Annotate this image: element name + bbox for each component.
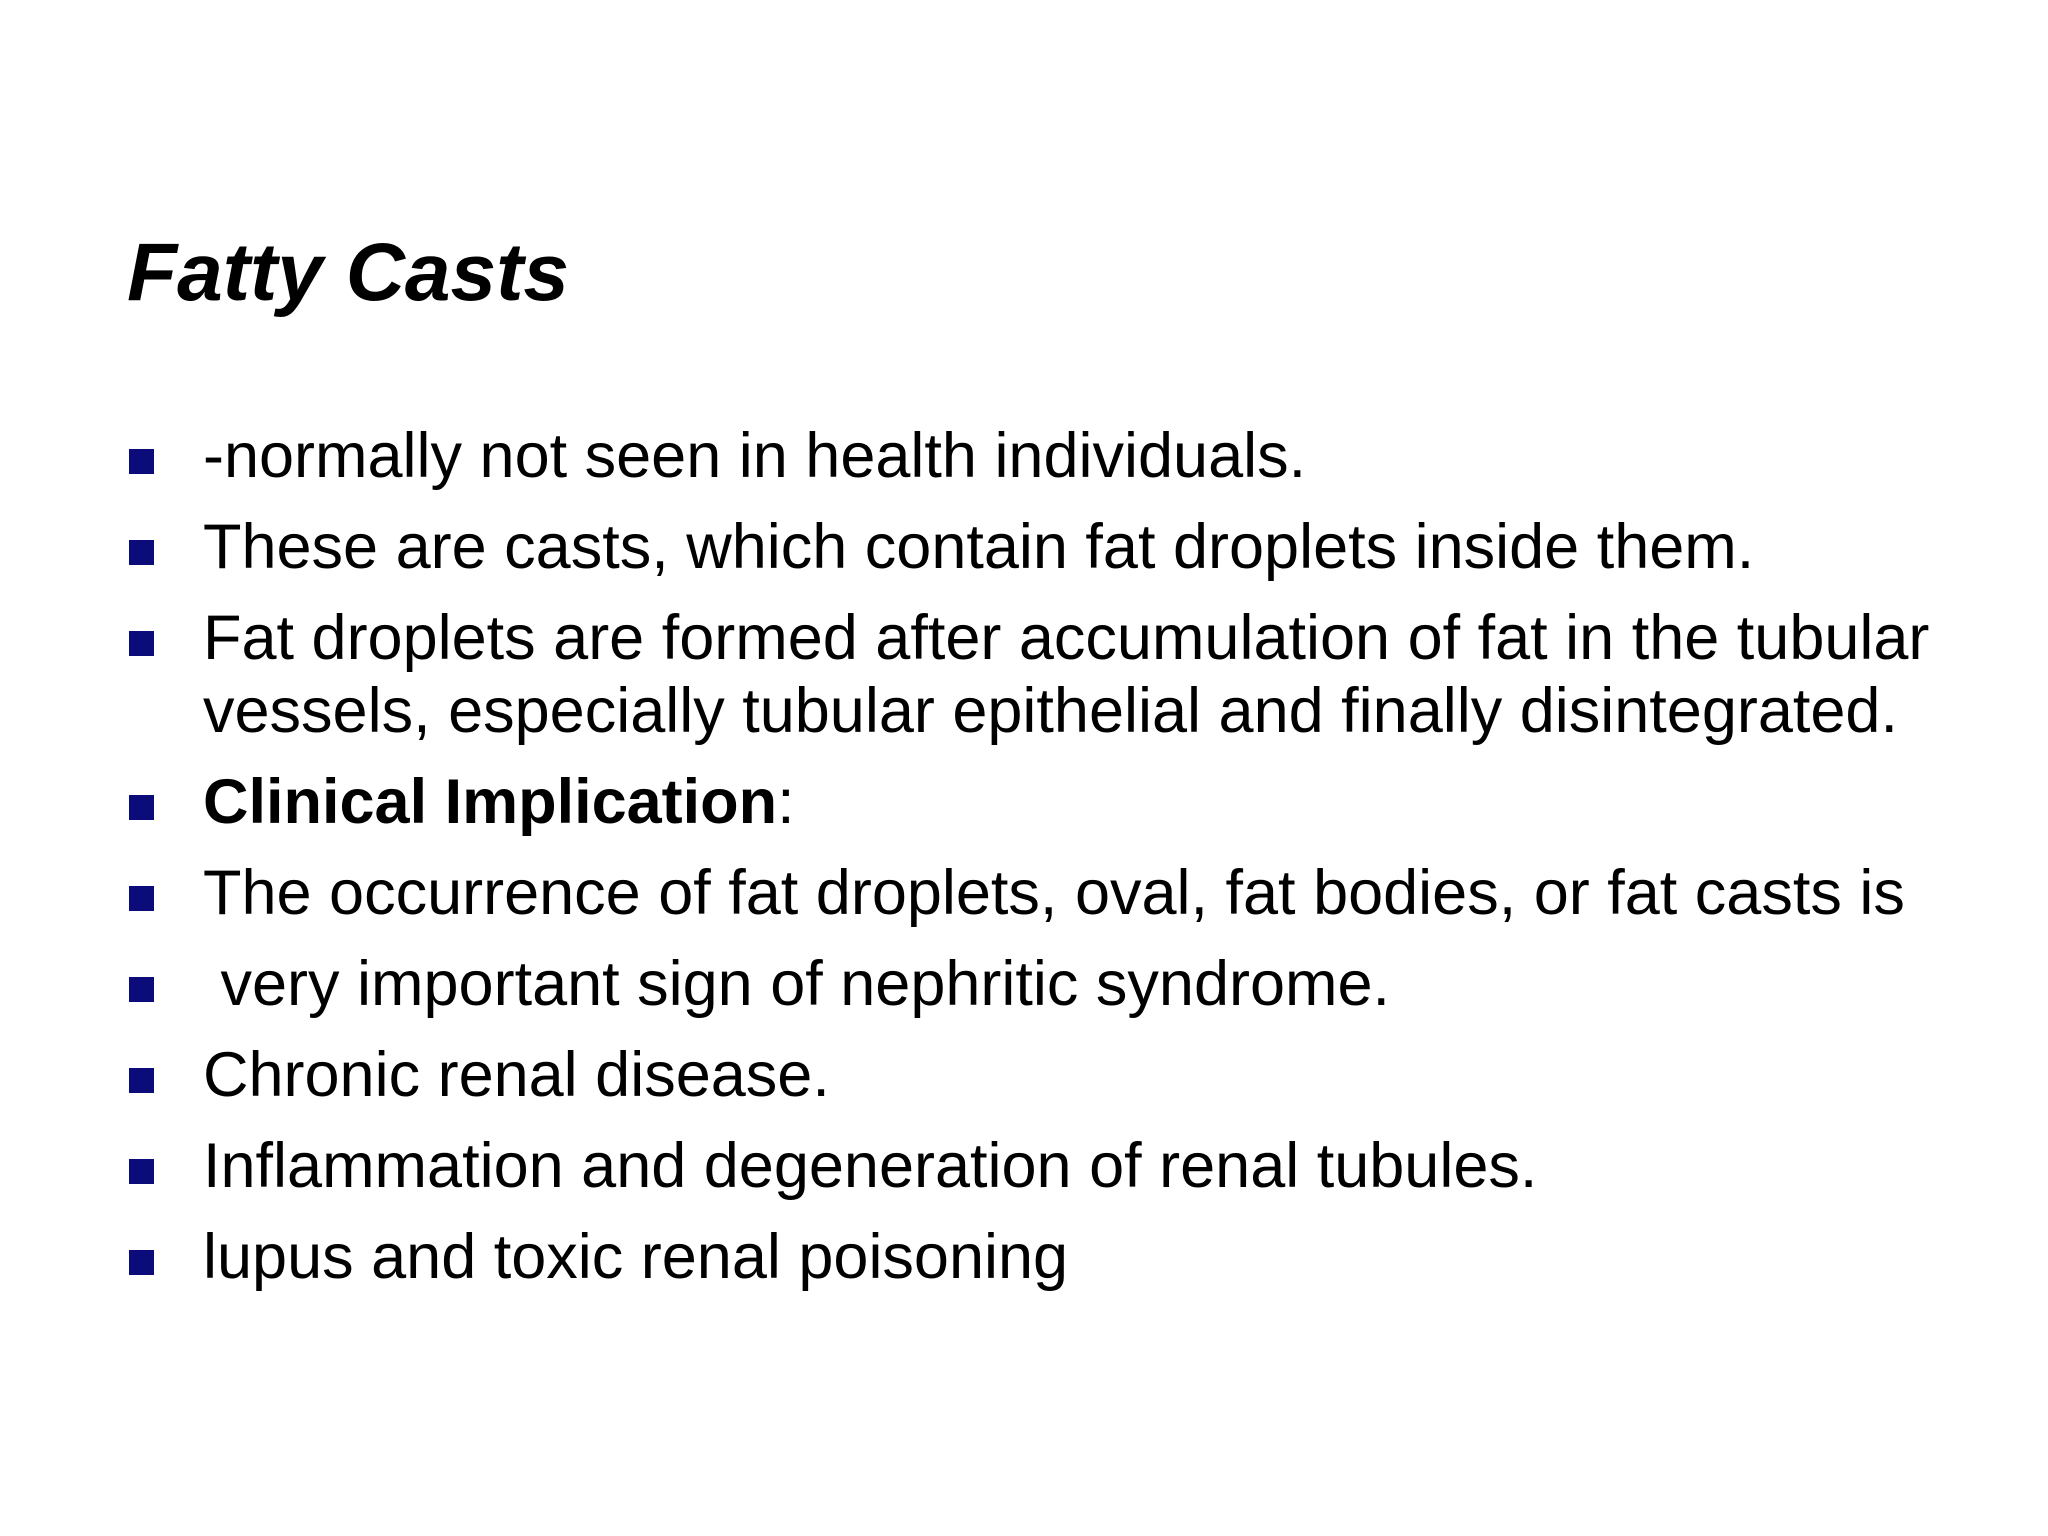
- slide-title: Fatty Casts: [127, 227, 570, 318]
- bullet-item: [127, 420, 1947, 493]
- square-bullet-icon: [129, 540, 154, 565]
- bullet-text: -normally not seen in health individuals.: [203, 421, 1307, 491]
- bullet-item: [127, 857, 1947, 930]
- bullet-text: These are casts, which contain fat droplets inside them.: [203, 512, 1755, 582]
- bullet-text: very important sign of nephritic syndrome.: [203, 949, 1391, 1019]
- square-bullet-icon: [129, 886, 154, 911]
- bullet-item: [127, 766, 1947, 839]
- bullet-suffix: :: [777, 767, 795, 837]
- bullet-item: [127, 602, 1947, 748]
- square-bullet-icon: [129, 449, 154, 474]
- square-bullet-icon: [129, 1250, 154, 1275]
- bullet-item: [127, 948, 1947, 1021]
- bullet-item: [127, 1130, 1947, 1203]
- square-bullet-icon: [129, 1159, 154, 1184]
- bullet-text: Inflammation and degeneration of renal tubules.: [203, 1131, 1538, 1201]
- bullet-list: [127, 420, 1947, 1312]
- square-bullet-icon: [129, 1068, 154, 1093]
- bullet-text: Fat droplets are formed after accumulation of fat in the tubular vessels, especially tubular epithelial and finally disintegrated.: [203, 603, 1930, 746]
- bullet-bold-text: Clinical Implication: [203, 767, 778, 837]
- bullet-text: Chronic renal disease.: [203, 1040, 830, 1110]
- bullet-item: [127, 1039, 1947, 1112]
- square-bullet-icon: [129, 977, 154, 1002]
- square-bullet-icon: [129, 795, 154, 820]
- bullet-item: [127, 1221, 1947, 1294]
- bullet-text: The occurrence of fat droplets, oval, fat bodies, or fat casts is: [203, 858, 1905, 928]
- bullet-text: lupus and toxic renal poisoning: [203, 1222, 1069, 1292]
- square-bullet-icon: [129, 631, 154, 656]
- bullet-item: [127, 511, 1947, 584]
